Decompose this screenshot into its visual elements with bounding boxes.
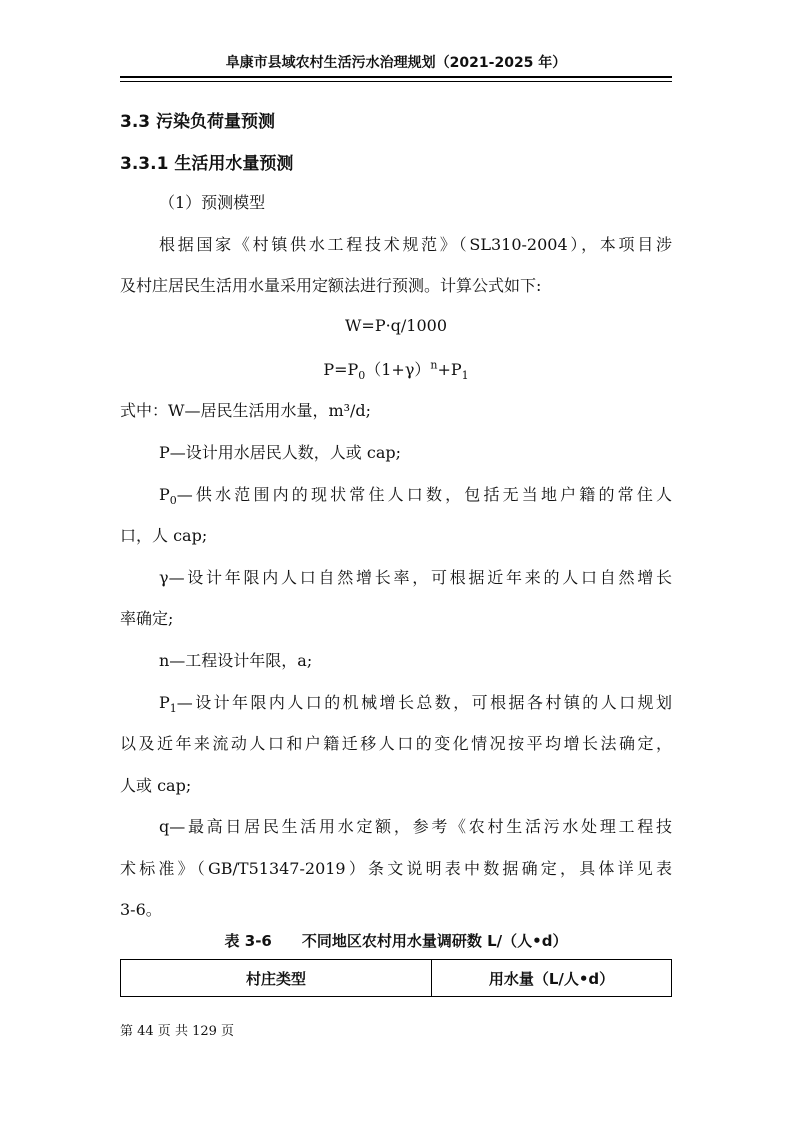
subsection-heading: 3.3.1 生活用水量预测: [120, 154, 294, 174]
def-w: 式中：W—居民生活用水量，m³/d;: [120, 401, 372, 420]
def-gamma-line-2: 率确定;: [120, 609, 174, 628]
def-p: P—设计用水居民人数，人或 cap;: [159, 443, 401, 462]
def-p1-line-1: $P_1—$设计年限内人口的机械增长总数，可根据各村镇的人口规划: [159, 693, 672, 716]
def-gamma-line-1: γ—设计年限内人口自然增长率，可根据近年来的人口自然增长: [159, 568, 672, 587]
column-header-water-usage: 用水量（L/人•d）: [432, 960, 672, 997]
intro-line-2: 及村庄居民生活用水量采用定额法进行预测。计算公式如下:: [120, 276, 542, 295]
formula-p: $P=P_0(1+\gamma)^n+P_1$: [323, 358, 469, 383]
def-p1-line-3: 人或 cap;: [120, 776, 192, 795]
def-q-line-2: 术标准》（GB/T51347-2019）条文说明表中数据确定，具体详见表: [120, 859, 672, 878]
def-n: n—工程设计年限，a;: [159, 651, 313, 670]
model-label: （1）预测模型: [159, 193, 266, 212]
header-rule-thin: [120, 81, 672, 82]
water-usage-table: [120, 959, 672, 997]
table-header-row: [121, 960, 672, 997]
header-rule-thick: [120, 76, 672, 78]
def-p0-line-2: 口，人 cap;: [120, 526, 208, 545]
def-q-line-1: q—最高日居民生活用水定额，参考《农村生活污水处理工程技: [159, 817, 672, 836]
def-p0-line-1: $P_0—$供水范围内的现状常住人口数，包括无当地户籍的常住人: [159, 485, 672, 508]
page-number: 第 44 页 共 129 页: [120, 1024, 235, 1039]
def-p1-line-2: 以及近年来流动人口和户籍迁移人口的变化情况按平均增长法确定，: [120, 734, 672, 753]
section-heading: 3.3 污染负荷量预测: [120, 112, 276, 132]
intro-line-1: 根据国家《村镇供水工程技术规范》（SL310-2004），本项目涉: [159, 235, 672, 254]
formula-w: W=P·q/1000: [344, 316, 448, 335]
running-header: 阜康市县域农村生活污水治理规划（2021-2025 年）: [225, 55, 567, 71]
table-caption: 表 3-6 不同地区农村用水量调研数 L/（人•d）: [224, 932, 568, 950]
def-q-line-3: 3-6。: [120, 900, 162, 919]
column-header-village-type: 村庄类型: [121, 960, 432, 997]
